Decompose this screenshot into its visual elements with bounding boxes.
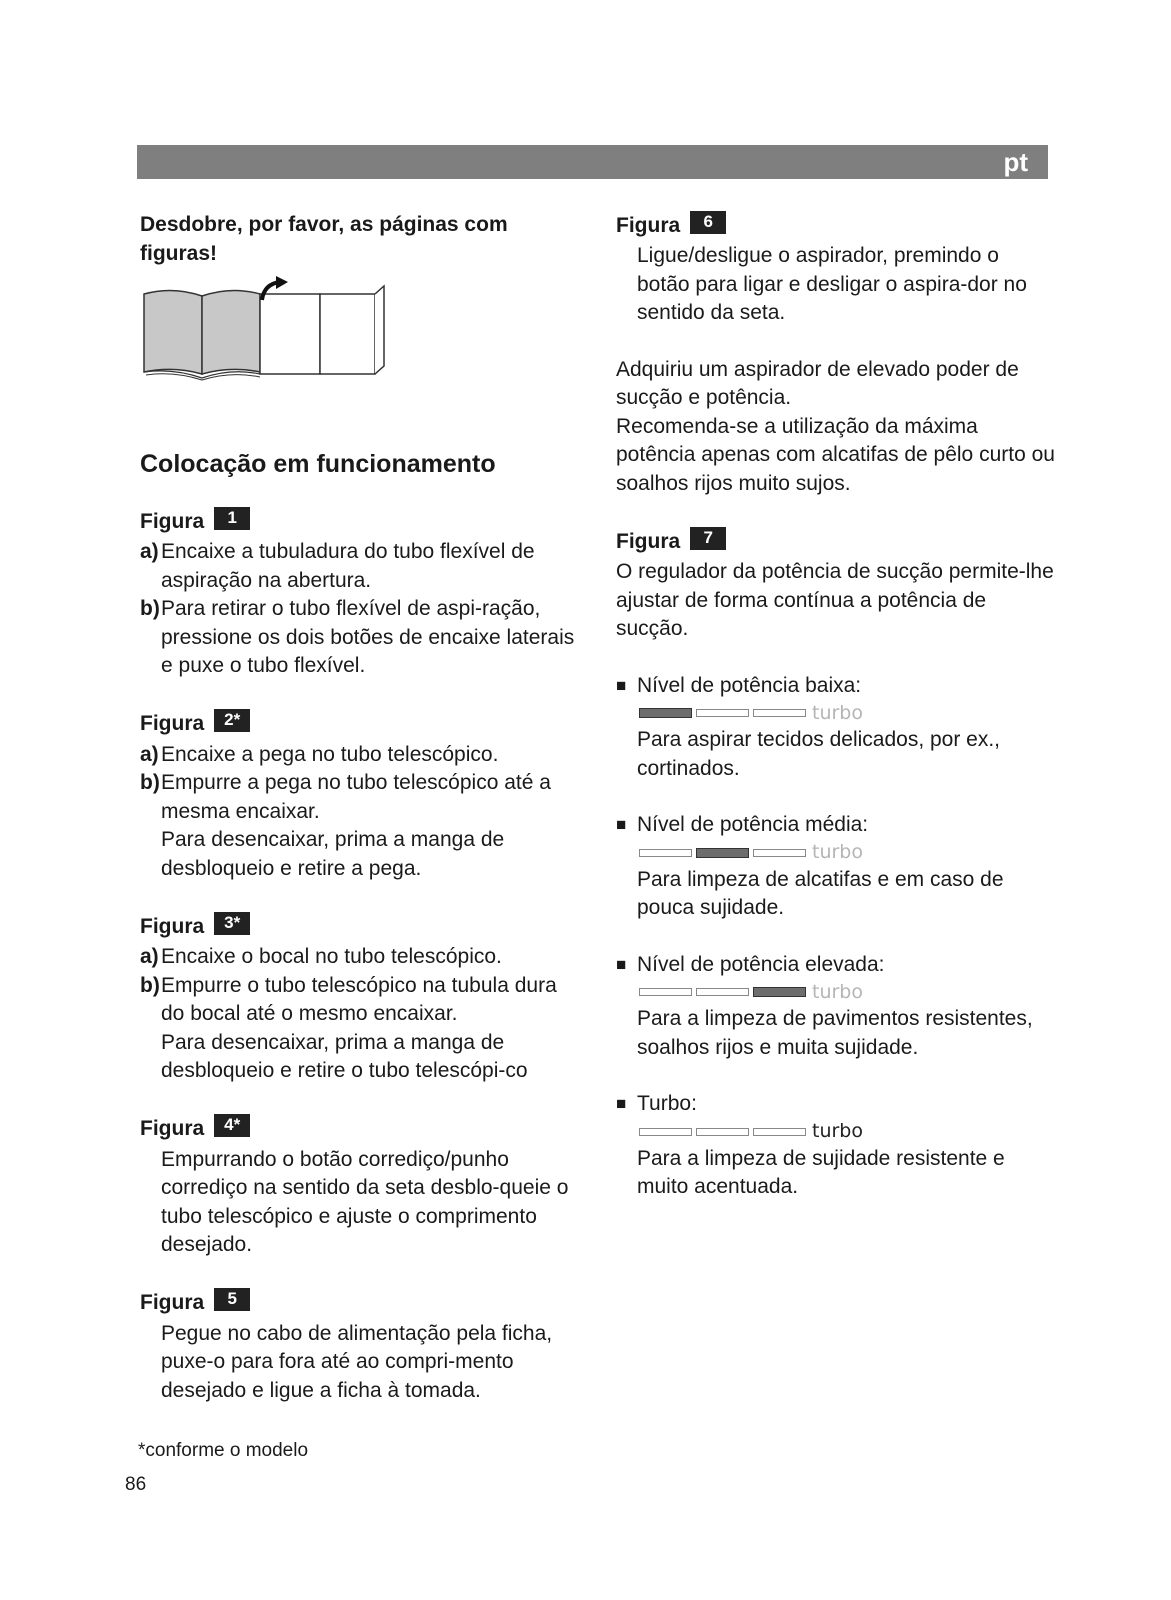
power-level-description: Para a limpeza de sujidade resistente e muito acentuada. [637, 1146, 1005, 1198]
figure-number-badge: 6 [690, 211, 726, 234]
power-segment [696, 709, 749, 717]
step-marker: a) [140, 945, 159, 968]
power-level-description: Para limpeza de alcatifas e em caso de pouca sujidade. [637, 867, 1004, 919]
step-text: Empurrando o botão corrediço/punho corrediço na sentido da seta desblo-queie o tubo telescópico e ajuste o comprimento desejado. [161, 1147, 569, 1256]
power-level-item [616, 672, 1056, 784]
figure-label: Figura [616, 213, 681, 237]
power-segment [753, 709, 806, 717]
power-segment [753, 1128, 806, 1136]
paragraph: Recomenda-se a utilização da máxima potência apenas com alcatifas de pêlo curto ou soalhos rijos muito sujos. [616, 414, 1055, 495]
bullet-square-icon: ■ [616, 815, 627, 834]
power-indicator [616, 840, 1056, 866]
figure-4 [140, 1114, 580, 1260]
power-segment [639, 1128, 692, 1136]
bullet-square-icon: ■ [616, 1094, 627, 1113]
power-level-description: Para aspirar tecidos delicados, por ex., cortinados. [637, 728, 1001, 780]
power-level-description: Para a limpeza de pavimentos resistentes, soalhos rijos e muita sujidade. [637, 1007, 1033, 1059]
turbo-label: turbo [812, 980, 863, 1003]
figure-label: Figura [140, 1117, 205, 1141]
figure-number-badge: 3* [214, 912, 250, 935]
figure-label: Figura [140, 712, 205, 736]
power-level-title: Turbo: [637, 1092, 697, 1115]
figure-3 [140, 911, 580, 1086]
step-text: Empurre o tubo telescópico na tubula dura do bocal até o mesmo encaixar. [161, 973, 557, 1025]
power-indicator [616, 979, 1056, 1005]
turbo-label: turbo [812, 1120, 863, 1143]
unfold-pages-icon [140, 274, 400, 384]
power-level-title: Nível de potência elevada: [637, 952, 885, 976]
figure-6 [616, 210, 1056, 328]
step-marker: b) [140, 597, 160, 620]
step-marker: a) [140, 540, 159, 563]
page-number: 86 [125, 1474, 147, 1495]
step-text: O regulador da potência de sucção permite-lhe ajustar de forma contínua a potência de sucção. [616, 560, 1054, 640]
figure-label: Figura [140, 1291, 205, 1315]
power-segment [753, 849, 806, 857]
language-code: pt [1003, 147, 1028, 177]
figure-label: Figura [140, 914, 205, 938]
step-text: Encaixe a tubuladura do tubo flexível de aspiração na abertura. [161, 540, 535, 592]
bullet-square-icon: ■ [616, 954, 627, 974]
power-segment [696, 1128, 749, 1136]
power-segment [753, 987, 806, 997]
power-level-title: Nível de potência baixa: [637, 673, 862, 697]
power-levels-list [616, 672, 1056, 1202]
step-marker: b) [140, 973, 160, 997]
power-segment [639, 849, 692, 857]
figure-2 [140, 709, 580, 884]
section-title: Colocação em funcionamento [140, 450, 496, 478]
step-text: Empurre a pega no tubo telescópico até a mesma encaixar. [161, 771, 551, 823]
figure-label: Figura [140, 509, 205, 533]
power-level-item [616, 951, 1056, 1063]
power-indicator [616, 1119, 1056, 1145]
power-segment [696, 988, 749, 996]
step-text: Ligue/desligue o aspirador, premindo o botão para ligar e desligar o aspira-dor no sentido da seta. [637, 244, 1027, 324]
turbo-label: turbo [812, 701, 863, 724]
footnote: *conforme o modelo [138, 1440, 309, 1461]
power-level-title: Nível de potência média: [637, 813, 869, 836]
step-text: Encaixe o bocal no tubo telescópico. [161, 945, 502, 968]
figure-number-badge: 7 [690, 527, 726, 550]
power-indicator [616, 700, 1056, 726]
step-text: Encaixe a pega no tubo telescópico. [161, 742, 499, 766]
figure-number-badge: 2* [214, 709, 250, 732]
intro-note: Desdobre, por favor, as páginas com figuras! [140, 213, 508, 265]
step-text: Para desencaixar, prima a manga de desbloqueio e retire a pega. [161, 828, 505, 880]
step-marker: b) [140, 771, 160, 794]
step-text: Pegue no cabo de alimentação pela ficha, puxe-o para fora até ao compri-mento desejado e ligue a ficha à tomada. [161, 1321, 553, 1402]
figure-number-badge: 4* [214, 1114, 250, 1137]
step-text: Para retirar o tubo flexível de aspi-ração, pressione os dois botões de encaixe laterais e puxe o tubo flexível. [161, 597, 575, 677]
power-segment [639, 988, 692, 996]
step-marker: a) [140, 742, 159, 766]
turbo-label: turbo [812, 841, 863, 864]
figure-number-badge: 1 [214, 507, 250, 530]
power-level-item [616, 811, 1056, 923]
figure-5 [140, 1288, 580, 1406]
figure-7 [616, 526, 1056, 644]
power-level-item [616, 1090, 1056, 1202]
right-column [616, 210, 1056, 1202]
figure-1 [140, 506, 580, 681]
figure-number-badge: 5 [214, 1288, 250, 1311]
left-column [140, 210, 580, 1405]
step-text: Para desencaixar, prima a manga de desbloqueio e retire o tubo telescópi-co [161, 1030, 528, 1082]
figure-label: Figura [616, 529, 681, 553]
header-bar [137, 145, 1048, 179]
power-segment [696, 848, 749, 858]
bullet-square-icon: ■ [616, 675, 627, 695]
paragraph: Adquiriu um aspirador de elevado poder de sucção e potência. [616, 357, 1019, 409]
power-segment [639, 708, 692, 718]
